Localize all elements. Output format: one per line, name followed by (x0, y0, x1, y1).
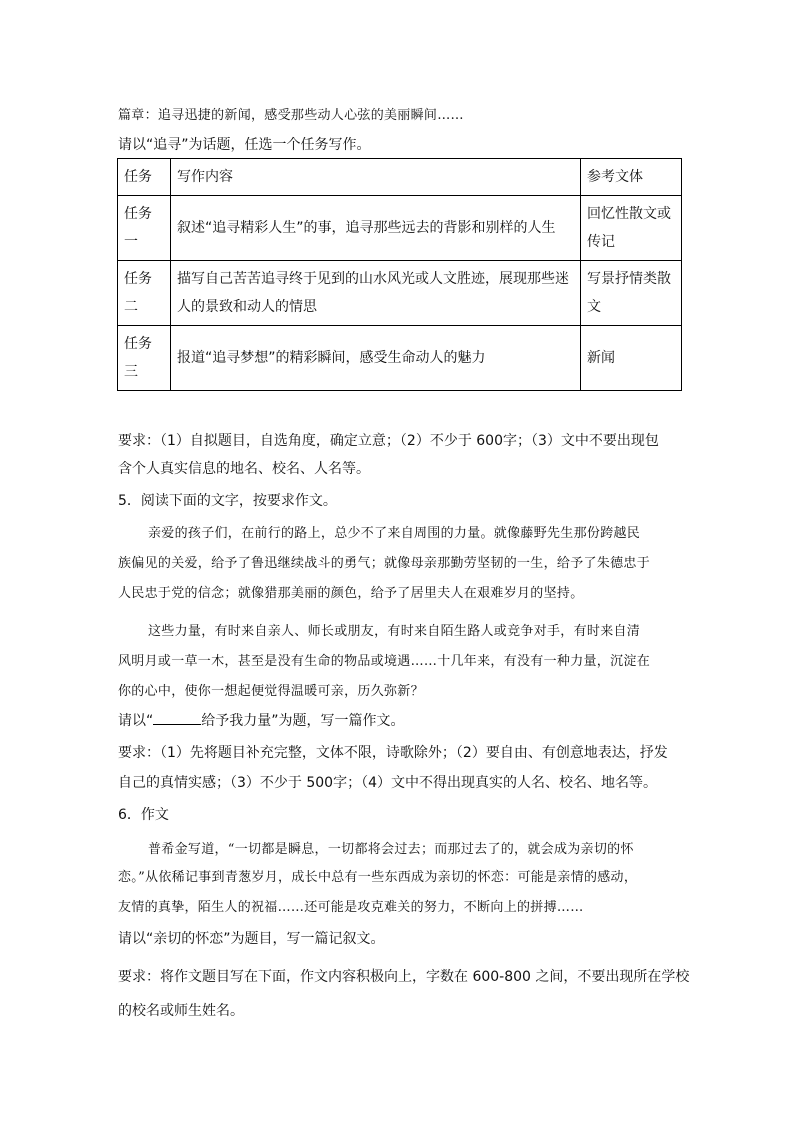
content-cell: 报道“追寻梦想”的精彩瞬间，感受生命动人的魅力 (171, 326, 581, 391)
requirement-line: 含个人真实信息的地名、校名、人名等。 (118, 461, 370, 477)
content-cell: 叙述“追寻精彩人生”的事，追寻那些远去的背影和别样的人生 (171, 196, 581, 261)
task-cell: 任务三 (118, 326, 171, 391)
table-row (118, 261, 682, 326)
prompt-prefix: 请以“ (118, 713, 154, 729)
passage-line: 你的心中，使你一想起便觉得温暖可亲，历久弥新？ (118, 684, 424, 699)
question-6-title: 6．作文 (118, 807, 169, 823)
style-cell: 写景抒情类散文 (581, 261, 682, 326)
topic-line: 请以“追寻”为话题，任选一个任务写作。 (118, 137, 371, 153)
requirement-line: 要求：将作文题目写在下面，作文内容积极向上，字数在 600-800 之间，不要出现所在学校 (118, 969, 690, 985)
passage-line: 亲爱的孩子们，在前行的路上，总少不了来自周围的力量。就像藤野先生那份跨越民 (148, 526, 641, 541)
task-cell: 任务一 (118, 196, 171, 261)
header-task: 任务 (118, 159, 171, 196)
passage-line: 人民忠于党的信念；就像猎那美丽的颜色，给予了居里夫人在艰难岁月的坚持。 (118, 586, 584, 601)
style-cell: 回忆性散文或传记 (581, 196, 682, 261)
table-header-row (118, 159, 682, 196)
question-5-prompt (118, 710, 405, 730)
task-table (117, 158, 682, 391)
passage-line: 恋。”从依稀记事到青葱岁月，成长中总有一些东西成为亲切的怀恋：可能是亲情的感动， (118, 870, 638, 885)
requirement-line: 自己的真情实感；（3）不少于 500字；（4）文中不得出现真实的人名、校名、地名等。 (118, 775, 657, 791)
question-6-prompt: 请以“亲切的怀恋”为题目，写一篇记叙文。 (118, 931, 385, 947)
question-5-title: 5．阅读下面的文字，按要求作文。 (118, 493, 337, 509)
task-cell: 任务二 (118, 261, 171, 326)
passage-line: 友情的真挚，陌生人的祝福……还可能是攻克难关的努力，不断向上的拼搏…… (118, 900, 584, 915)
table-row (118, 196, 682, 261)
table-row (118, 326, 682, 391)
passage-line: 普希金写道，“一切都是瞬息，一切都将会过去；而那过去了的，就会成为亲切的怀 (148, 842, 634, 857)
fill-blank (153, 710, 201, 725)
passage-line: 族偏见的关爱，给予了鲁迅继续战斗的勇气；就像母亲那勤劳坚韧的一生，给予了朱德忠于 (118, 556, 651, 571)
intro-text: 篇章：追寻迅捷的新闻，感受那些动人心弦的美丽瞬间…… (118, 108, 464, 123)
passage-line: 风明月或一草一木，甚至是没有生命的物品或境遇……十几年来，有没有一种力量，沉淀在 (118, 654, 651, 669)
header-style: 参考文体 (581, 159, 682, 196)
prompt-suffix: 给予我力量”为题，写一篇作文。 (201, 713, 405, 729)
style-cell: 新闻 (581, 326, 682, 391)
requirement-line: 要求：（1）自拟题目，自选角度，确定立意；（2）不少于 600字；（3）文中不要出现包 (118, 433, 659, 449)
requirement-line: 的校名或师生姓名。 (118, 1003, 244, 1019)
header-content: 写作内容 (171, 159, 581, 196)
content-cell: 描写自己苦苦追寻终于见到的山水风光或人文胜迹，展现那些迷人的景致和动人的情思 (171, 261, 581, 326)
requirement-line: 要求：（1）先将题目补充完整，文体不限，诗歌除外；（2）要自由、有创意地表达，抒发 (118, 745, 668, 761)
passage-line: 这些力量，有时来自亲人、师长或朋友，有时来自陌生路人或竞争对手，有时来自清 (148, 624, 641, 639)
